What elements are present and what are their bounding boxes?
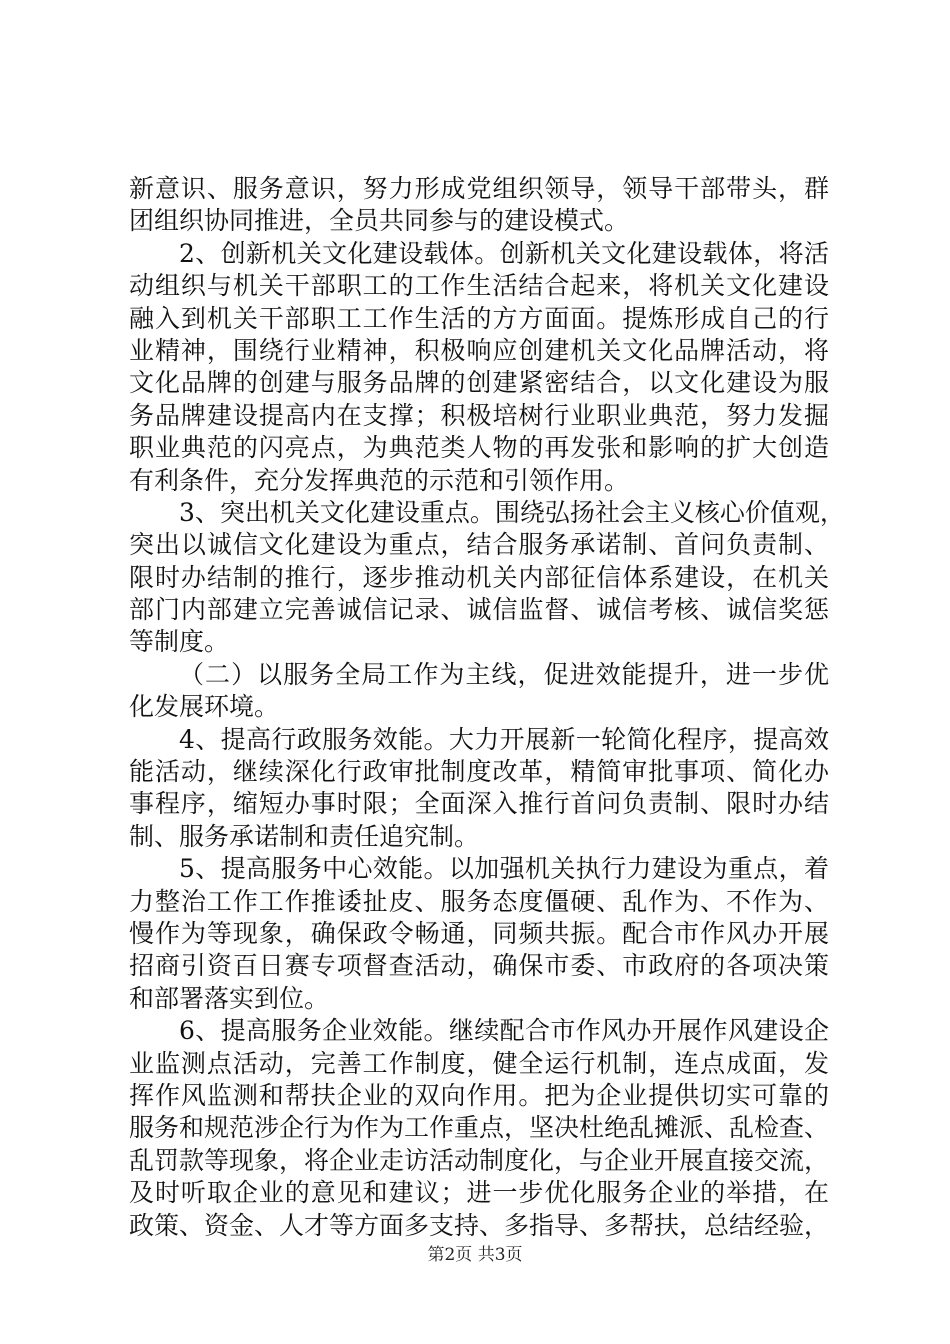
text-line: 事程序，缩短办事时限；全面深入推行首问负责制、限时办结 (129, 789, 829, 819)
text-line: 业监测点活动，完善工作制度，健全运行机制，连点成面，发 (129, 1048, 829, 1078)
text-line: 能活动，继续深化行政审批制度改革，精简审批事项、简化办 (129, 757, 829, 787)
text-line: 服务和规范涉企行为作为工作重点，坚决杜绝乱摊派、乱检查、 (129, 1113, 830, 1143)
text-line: 融入到机关干部职工工作生活的方方面面。提炼形成自己的行 (129, 303, 829, 333)
text-line: 挥作风监测和帮扶企业的双向作用。把为企业提供切实可靠的 (129, 1080, 829, 1110)
text-line: 务品牌建设提高内在支撑；积极培树行业职业典范，努力发掘 (129, 400, 829, 430)
document-body (129, 173, 845, 1242)
text-line: 4、提高行政服务效能。大力开展新一轮简化程序，提高效 (179, 724, 829, 754)
text-line: 团组织协同推进，全员共同参与的建设模式。 (129, 206, 630, 236)
text-line: 2、创新机关文化建设载体。创新机关文化建设载体，将活 (179, 238, 829, 268)
text-line: 慢作为等现象，确保政令畅通，同频共振。配合市作风办开展 (129, 918, 829, 948)
text-line: 文化品牌的创建与服务品牌的创建紧密结合，以文化建设为服 (129, 368, 829, 398)
text-line: 突出以诚信文化建设为重点，结合服务承诺制、首问负责制、 (129, 530, 829, 560)
text-line: 力整治工作工作推诿扯皮、服务态度僵硬、乱作为、不作为、 (129, 886, 829, 916)
text-line: 职业典范的闪亮点，为典范类人物的再发张和影响的扩大创造 (129, 433, 829, 463)
text-line: 招商引资百日赛专项督查活动，确保市委、市政府的各项决策 (129, 951, 829, 981)
text-line: 5、提高服务中心效能。以加强机关执行力建设为重点，着 (179, 854, 829, 884)
page-footer: 第2页 共3页 (427, 1245, 523, 1265)
text-line: 乱罚款等现象，将企业走访活动制度化，与企业开展直接交流， (129, 1145, 830, 1175)
text-line: 业精神，围绕行业精神，积极响应创建机关文化品牌活动，将 (129, 335, 829, 365)
text-line: 3、突出机关文化建设重点。围绕弘扬社会主义核心价值观， (179, 497, 845, 527)
text-line: 等制度。 (129, 627, 230, 657)
text-line: 及时听取企业的意见和建议；进一步优化服务企业的举措，在 (129, 1178, 829, 1208)
text-line: 限时办结制的推行，逐步推动机关内部征信体系建设，在机关 (129, 562, 829, 592)
text-line: 部门内部建立完善诚信记录、诚信监督、诚信考核、诚信奖惩 (129, 595, 829, 625)
text-line: 动组织与机关干部职工的工作生活结合起来，将机关文化建设 (129, 271, 829, 301)
text-line: 政策、资金、人才等方面多支持、多指导、多帮扶，总结经验， (129, 1210, 830, 1240)
text-line: 制、服务承诺制和责任追究制。 (129, 821, 480, 851)
text-line: 和部署落实到位。 (129, 983, 330, 1013)
text-line: （二）以服务全局工作为主线，促进效能提升，进一步优 (179, 659, 829, 689)
text-line: 有利条件，充分发挥典范的示范和引领作用。 (129, 465, 630, 495)
text-line: 新意识、服务意识，努力形成党组织领导，领导干部带头，群 (129, 174, 829, 203)
text-line: 化发展环境。 (129, 692, 280, 722)
text-line: 6、提高服务企业效能。继续配合市作风办开展作风建设企 (179, 1016, 829, 1046)
